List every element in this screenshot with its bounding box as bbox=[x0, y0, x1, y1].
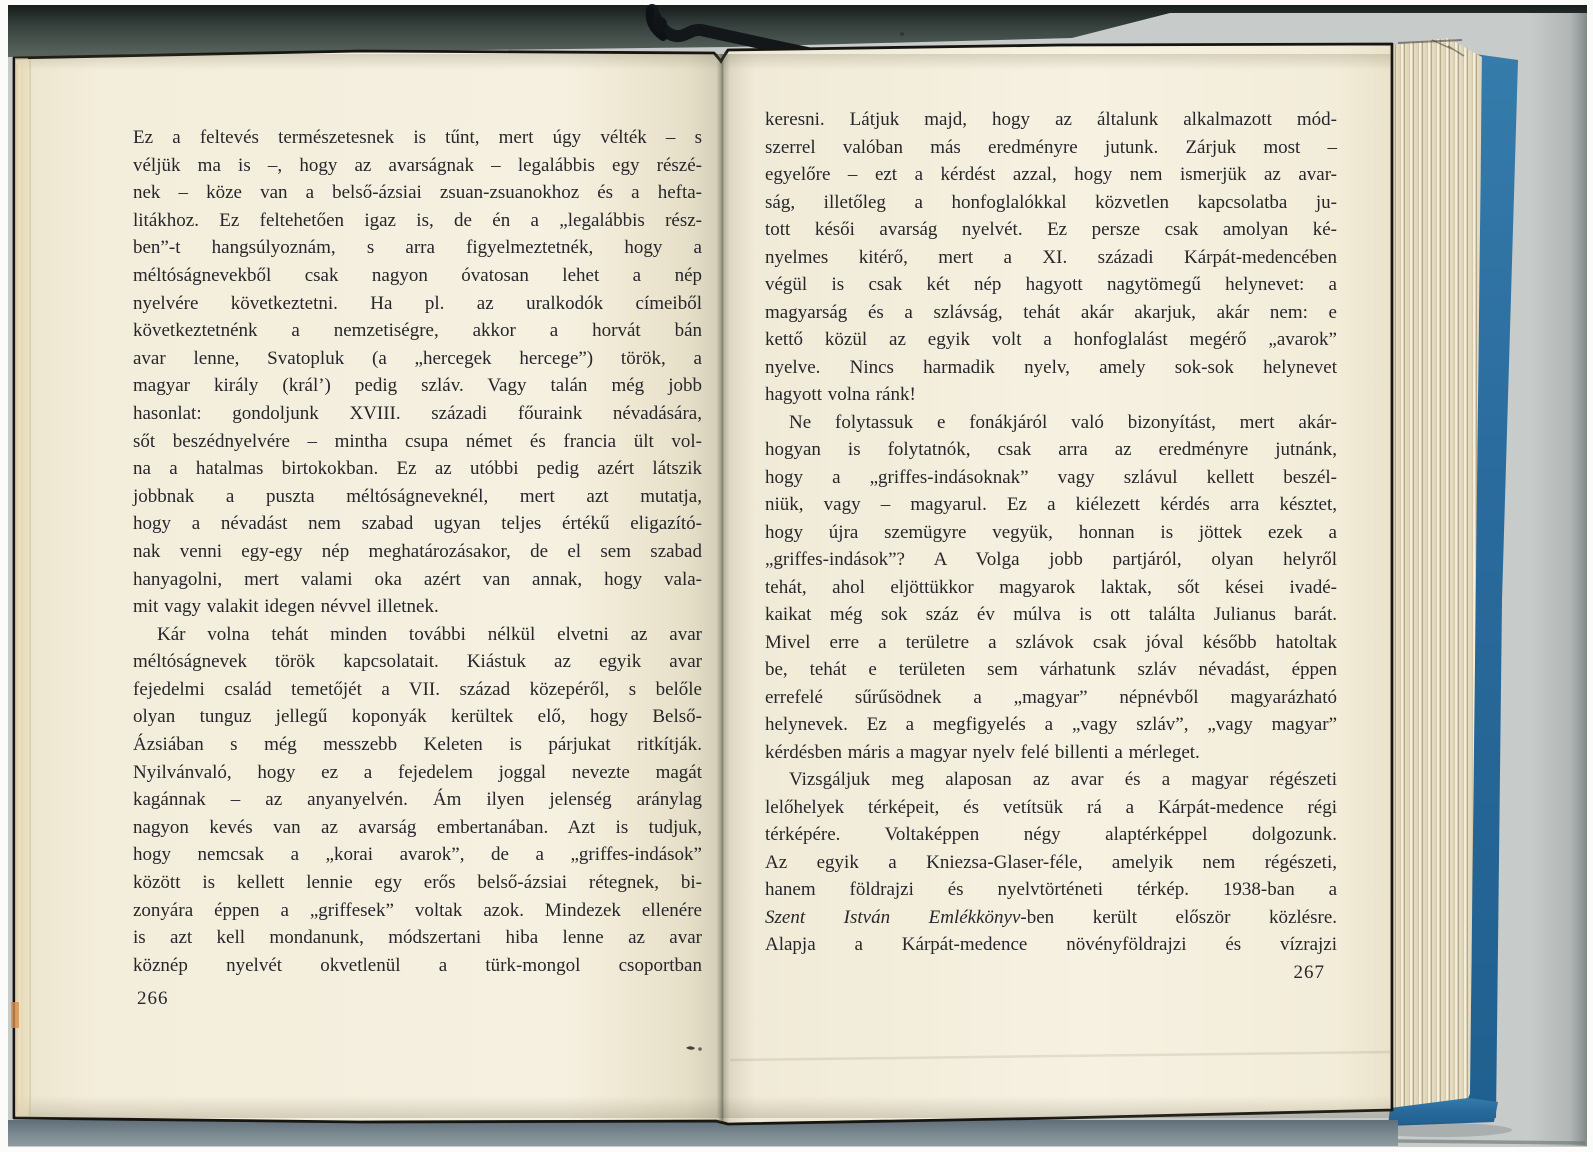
bottom-right-line bbox=[1398, 1141, 1585, 1143]
text-line: méltóságnevek török kapcsolatait. Kiástuk az egyik avar bbox=[133, 651, 702, 673]
text-line: jobbnak a puszta méltóságneveknél, mert azt mutatja, bbox=[133, 485, 702, 507]
italic-text-segment: Szent István Emlékkönyv bbox=[765, 906, 1021, 928]
text-line: Kár volna tehát minden további nélkül elvetni az avar bbox=[157, 623, 702, 645]
right-edge-shadow bbox=[1530, 6, 1587, 1146]
text-line: térképére. Voltaképpen négy alaptérképpel dolgozunk. bbox=[765, 824, 1337, 845]
text-line: hagyott volna ránk! bbox=[765, 384, 916, 405]
text-line bbox=[765, 904, 1337, 932]
text-line: mit vagy valakit idegen névvel illetnek. bbox=[133, 596, 439, 618]
text-line: hogy a „griffes-indásoknak” vagy szlávul kellett beszél- bbox=[765, 466, 1337, 488]
text-line: kérdésben máris a magyar nyelv felé billenti a mérleget. bbox=[765, 741, 1200, 763]
text-line: keresni. Látjuk majd, hogy az általunk alkalmazott mód- bbox=[765, 109, 1337, 130]
text-line: tott késői avarság nyelvét. Ez persze csak amolyan ké- bbox=[765, 219, 1337, 240]
text-line: „griffes-indások”? A Volga jobb partjáról, olyan helyről bbox=[765, 549, 1337, 570]
text-line: méltóságnevekből csak nagyon óvatosan lehet a nép bbox=[133, 264, 702, 286]
text-line: helynevek. Ez a megfigyelés a „vagy szláv”, „vagy magyar” bbox=[765, 714, 1337, 735]
text-line: errefelé sűrűsödnek a „magyar” népnévből magyarázható bbox=[765, 686, 1337, 708]
left-page bbox=[133, 124, 702, 979]
text-line: hogy a névadást nem szabad ugyan teljes értékű eligazító- bbox=[133, 513, 702, 535]
text-line: olyan tunguz jellegű koponyák kerültek elő, hogy Belső- bbox=[133, 706, 702, 728]
text-line: zonyára éppen a „griffesek” voltak azok. Mindezek ellenére bbox=[133, 899, 702, 921]
page-edges-stack bbox=[1392, 38, 1482, 1112]
text-line: ság, illetőleg a honfoglalókkal közvetlen kapcsolatba ju- bbox=[765, 191, 1337, 213]
page-number-right: 267 bbox=[1293, 962, 1325, 983]
text-line: Ázsiában s még messzebb Keleten is párjukat ritkítják. bbox=[133, 734, 702, 756]
text-line: véljük ma is –, hogy az avarságnak – legalábbis egy részé- bbox=[133, 154, 702, 176]
text-line: Az egyik a Kniezsa-Glaser-féle, amelyik nem régészeti, bbox=[765, 851, 1337, 873]
book-bottom-band bbox=[8, 1120, 1398, 1146]
scan-speck-top bbox=[900, 32, 904, 36]
text-line: szerrel valóban más eredményre jutunk. Zárjuk most – bbox=[765, 136, 1337, 158]
text-line: következtetnénk a nemzetiségre, akkor a horvát bán bbox=[133, 320, 702, 342]
text-line: hanyagolni, mert valami oka azért van annak, hogy vala- bbox=[133, 568, 702, 590]
text-line: kettő közül az egyik volt a honfoglalást megérő „avarok” bbox=[765, 329, 1337, 350]
text-line: nak venni egy-egy nép meghatározásakor, de el sem szabad bbox=[133, 540, 702, 562]
text-line: végül is csak két nép hagyott nagytömegű helynevet: a bbox=[765, 274, 1337, 295]
text-line: magyar király (král’) pedig szláv. Vagy talán még jobb bbox=[133, 375, 702, 397]
text-line: Mivel erre a területre a szlávok csak jóval később hatoltak bbox=[765, 631, 1337, 653]
text-line: magyarság és a szlávság, tehát akár akarjuk, akár nem: e bbox=[765, 301, 1337, 323]
text-line: be, tehát e területen sem várhatunk szláv névadást, éppen bbox=[765, 659, 1337, 680]
text-line: hogyan is folytatnók, csak arra az eredményre jutnánk, bbox=[765, 439, 1337, 460]
text-line: tehát, ahol eljöttükkor magyarok laktak, sőt kései ivadé- bbox=[765, 576, 1337, 598]
text-line: na a hatalmas birtokokban. Ez az utóbbi pedig azért látszik bbox=[133, 458, 702, 480]
text-line: nyelvére következtetni. Ha pl. az uralkodók címeiből bbox=[133, 292, 702, 314]
text-line: egyelőre – ezt a kérdést azzal, hogy nem ismerjük az avar- bbox=[765, 164, 1337, 185]
text-line: kagánnak – az anyanyelvén. Ám ilyen jelenség aránylag bbox=[133, 789, 702, 811]
left-edge-stain bbox=[11, 1002, 19, 1028]
text-line: kaikat még sok száz év múlva is ott találta Julianus barát. bbox=[765, 604, 1337, 625]
text-line: nyelve. Nincs harmadik nyelv, amely sok-sok helynevet bbox=[765, 356, 1337, 378]
text-line: köznép nyelvét okvetlenül a türk-mongol csoportban bbox=[133, 954, 702, 976]
text-line: hogy újra szemügyre vegyük, honnan is jöttek ezek a bbox=[765, 521, 1337, 543]
text-line: hasonlat: gondoljunk XVIII. századi főuraink névadására, bbox=[133, 402, 702, 424]
text-segment: -ben került először közlésre. bbox=[1020, 906, 1337, 928]
text-line: hogy nemcsak a „korai avarok”, de a „griffes-indások” bbox=[133, 844, 702, 866]
text-line: avar lenne, Svatopluk (a „hercegek hercege”) török, a bbox=[133, 347, 702, 369]
text-line: niük, vagy – magyarul. Ez a kiélezett kérdés arra késztet, bbox=[765, 494, 1337, 515]
text-line: nyelmes kitérő, mert a XI. századi Kárpát-medencében bbox=[765, 246, 1337, 268]
text-line: hanem földrajzi és nyelvtörténeti térkép. 1938-ban a bbox=[765, 879, 1337, 900]
text-line: Ez a feltevés természetesnek is tűnt, mert úgy vélték – s bbox=[133, 127, 702, 148]
text-line: Vizsgáljuk meg alaposan az avar és a magyar régészeti bbox=[789, 769, 1337, 790]
text-line: litákhoz. Ez feltehetően igaz is, de én a „legalábbis rész- bbox=[133, 209, 702, 231]
text-line: között is kellett lennie egy erős belső-ázsiai rétegnek, bi- bbox=[133, 872, 702, 894]
text-line: sőt beszédnyelvére – mintha csupa német és francia ült vol- bbox=[133, 430, 702, 452]
text-line: fejedelmi család temetőjét a VII. század közepéről, s belőle bbox=[133, 678, 702, 700]
text-line: nagyon kevés van az avarság embertanában. Azt is tudjuk, bbox=[133, 816, 702, 838]
text-line: Alapja a Kárpát-medence növényföldrajzi és vízrajzi bbox=[765, 934, 1337, 955]
page-number-left: 266 bbox=[137, 988, 169, 1009]
text-line: Nyilvánvaló, hogy ez a fejedelem joggal nevezte magát bbox=[133, 761, 702, 783]
right-page bbox=[765, 106, 1337, 959]
text-line: is azt kell mondanunk, módszertani hiba lenne az avar bbox=[133, 927, 702, 949]
text-line: Ne folytassuk e fonákjáról való bizonyítást, mert akár- bbox=[789, 411, 1337, 433]
text-line: nek – köze van a belső-ázsiai zsuan-zsuanokhoz és a hefta- bbox=[133, 182, 702, 204]
text-line: ben”-t hangsúlyoznám, s arra figyelmeztetnék, hogy a bbox=[133, 237, 702, 259]
text-line: lelőhelyek térképeit, és vetítsük rá a Kárpát-medence régi bbox=[765, 796, 1337, 818]
